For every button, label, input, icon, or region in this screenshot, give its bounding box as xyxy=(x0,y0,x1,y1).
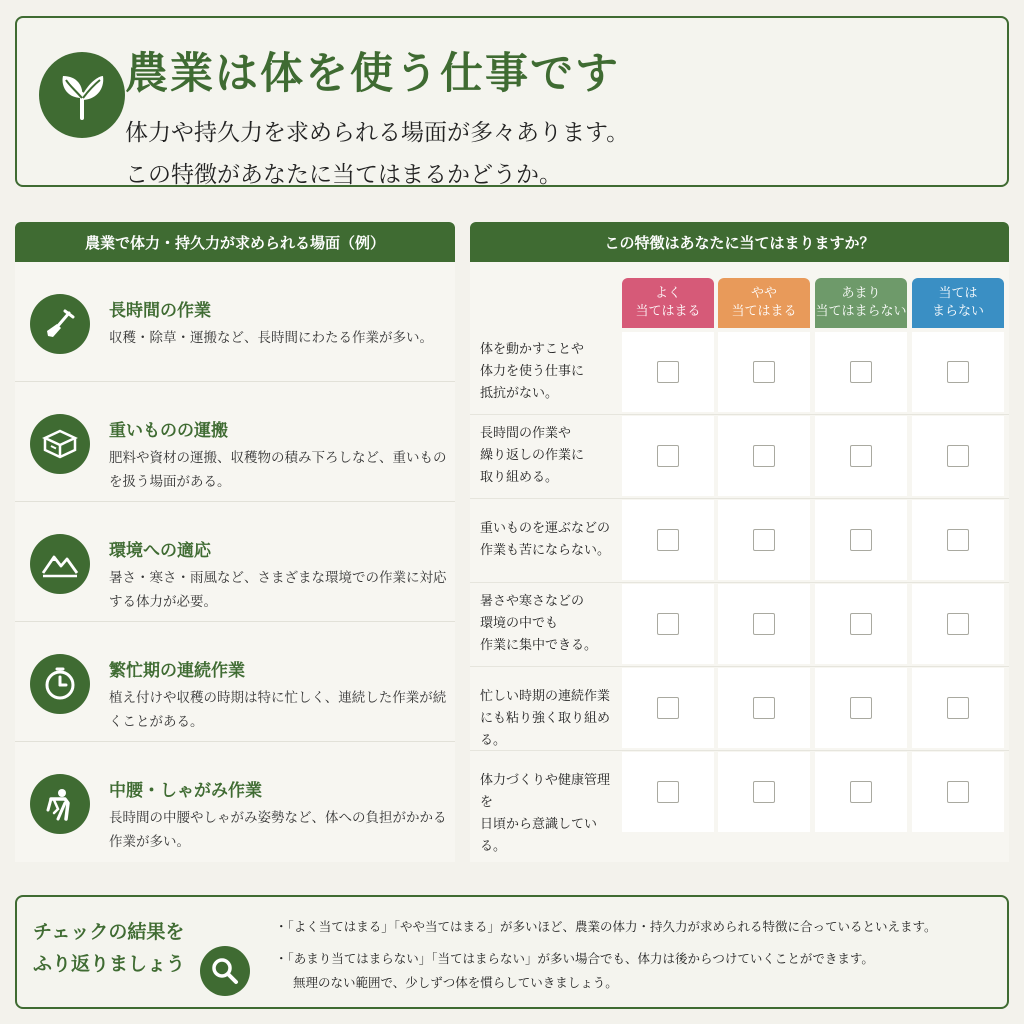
scene-item xyxy=(15,262,455,382)
bending-person-icon xyxy=(30,774,90,834)
row-divider xyxy=(470,750,1009,751)
answer-checkbox[interactable] xyxy=(753,445,775,467)
answer-cell xyxy=(815,752,907,832)
answer-checkbox[interactable] xyxy=(947,781,969,803)
scene-description: 暑さ・寒さ・雨風など、さまざまな環境での作業に対応する体力が必要。 xyxy=(109,570,447,610)
footer-title-line1: チェックの結果を xyxy=(33,921,185,943)
scene-description: 肥料や資材の運搬、収穫物の積み下ろしなど、重いものを扱う場面がある。 xyxy=(109,450,447,490)
row-divider xyxy=(470,582,1009,583)
footer-summary xyxy=(15,895,1009,1009)
answer-checkbox[interactable] xyxy=(947,529,969,551)
answer-cell xyxy=(912,668,1004,748)
answer-checkbox[interactable] xyxy=(753,613,775,635)
leaf-icon xyxy=(39,52,125,138)
answer-checkbox[interactable] xyxy=(947,697,969,719)
page-subtitle-1: 体力や持久力を求められる場面が多々あります。 xyxy=(125,120,630,146)
question-line: 体力を使う仕事に xyxy=(480,364,585,379)
header-banner xyxy=(15,16,1009,187)
question-label xyxy=(480,770,622,858)
answer-checkbox[interactable] xyxy=(657,361,679,383)
answer-checkbox[interactable] xyxy=(753,697,775,719)
page-subtitle-2: この特徴があなたに当てはまるかどうか。 xyxy=(125,162,562,188)
answer-cell xyxy=(622,584,714,664)
answer-cell xyxy=(912,584,1004,664)
question-label xyxy=(480,518,622,562)
question-line: 長時間の作業や xyxy=(480,426,572,441)
question-line: 重いものを運ぶなどの xyxy=(480,521,611,536)
question-line: 体力づくりや健康管理を xyxy=(480,773,611,810)
question-line: 体を動かすことや xyxy=(480,342,585,357)
scenes-panel xyxy=(15,222,455,862)
scene-title: 繁忙期の連続作業 xyxy=(109,661,245,681)
question-line: 抵抗がない。 xyxy=(480,386,559,401)
answer-checkbox[interactable] xyxy=(753,781,775,803)
checklist-heading: この特徴はあなたに当てはまりますか？ xyxy=(470,222,1009,262)
question-line: 繰り返しの作業に xyxy=(480,448,585,463)
answer-cell xyxy=(622,416,714,496)
answer-cell xyxy=(815,416,907,496)
scenes-heading: 農業で体力・持久力が求められる場面（例） xyxy=(15,222,455,262)
scene-description: 収穫・除草・運搬など、長時間にわたる作業が多い。 xyxy=(109,330,433,346)
footer-note-3: 無理のない範囲で、少しずつ体を慣らしていきましょう。 xyxy=(293,975,618,990)
answer-cell xyxy=(912,332,1004,412)
question-line: 作業も苦にならない。 xyxy=(480,543,611,558)
answer-cell xyxy=(912,416,1004,496)
answer-checkbox[interactable] xyxy=(657,445,679,467)
mountain-icon xyxy=(30,534,90,594)
answer-cell xyxy=(622,500,714,580)
answer-cell xyxy=(912,752,1004,832)
answer-cell xyxy=(622,752,714,832)
answer-checkbox[interactable] xyxy=(947,613,969,635)
row-divider xyxy=(470,666,1009,667)
answer-cell xyxy=(718,752,810,832)
clock-icon xyxy=(30,654,90,714)
column-header-somewhat-agree: やや 当てはまる xyxy=(718,278,810,328)
scene-description: 植え付けや収穫の時期は特に忙しく、連続した作業が続くことがある。 xyxy=(109,690,447,730)
shovel-icon xyxy=(30,294,90,354)
answer-checkbox[interactable] xyxy=(947,445,969,467)
answer-cell xyxy=(718,416,810,496)
answer-cell xyxy=(815,584,907,664)
column-header-strongly-agree: よく 当てはまる xyxy=(622,278,714,328)
question-line: 環境の中でも xyxy=(480,616,559,631)
footer-title-line2: ふり返りましょう xyxy=(33,953,186,975)
answer-cell xyxy=(622,668,714,748)
question-label xyxy=(480,423,622,489)
answer-cell xyxy=(622,332,714,412)
answer-cell xyxy=(815,332,907,412)
question-label xyxy=(480,591,622,657)
answer-checkbox[interactable] xyxy=(657,781,679,803)
scene-title: 環境への適応 xyxy=(109,541,211,561)
answer-cell xyxy=(718,584,810,664)
column-header-somewhat-disagree: あまり 当てはまらない xyxy=(815,278,907,328)
footer-note-2: ・「あまり当てはまらない」「当てはまらない」が多い場合でも、体力は後からつけていくことができます。 xyxy=(275,951,874,966)
answer-checkbox[interactable] xyxy=(657,697,679,719)
answer-checkbox[interactable] xyxy=(850,445,872,467)
question-line: 忙しい時期の連続作業 xyxy=(480,689,611,704)
scene-title: 重いものの運搬 xyxy=(109,421,228,441)
answer-checkbox[interactable] xyxy=(657,613,679,635)
page-title: 農業は体を使う仕事です xyxy=(125,49,620,99)
question-line: 暑さや寒さなどの xyxy=(480,594,585,609)
question-line: にも粘り強く取り組める。 xyxy=(480,711,611,748)
row-divider xyxy=(470,414,1009,415)
footer-note-1: ・「よく当てはまる」「やや当てはまる」が多いほど、農業の体力・持久力が求められる特徴に合っているといえます。 xyxy=(275,919,937,934)
scene-description: 長時間の中腰やしゃがみ姿勢など、体への負担がかかる作業が多い。 xyxy=(109,810,447,850)
answer-cell xyxy=(912,500,1004,580)
question-line: 日頃から意識している。 xyxy=(480,817,598,854)
box-icon xyxy=(30,414,90,474)
answer-checkbox[interactable] xyxy=(850,613,872,635)
answer-cell xyxy=(815,500,907,580)
answer-checkbox[interactable] xyxy=(850,781,872,803)
answer-checkbox[interactable] xyxy=(850,361,872,383)
scene-item xyxy=(15,622,455,742)
question-line: 作業に集中できる。 xyxy=(480,638,598,653)
question-label xyxy=(480,339,622,405)
scene-item xyxy=(15,502,455,622)
answer-checkbox[interactable] xyxy=(657,529,679,551)
question-label xyxy=(480,686,622,752)
scene-item xyxy=(15,382,455,502)
scene-title: 長時間の作業 xyxy=(109,301,211,321)
answer-cell xyxy=(718,500,810,580)
answer-cell xyxy=(718,668,810,748)
answer-cell xyxy=(718,332,810,412)
answer-checkbox[interactable] xyxy=(850,697,872,719)
scene-title: 中腰・しゃがみ作業 xyxy=(109,781,262,801)
answer-checkbox[interactable] xyxy=(753,529,775,551)
column-header-disagree: 当ては まらない xyxy=(912,278,1004,328)
scene-item xyxy=(15,742,455,862)
row-divider xyxy=(470,498,1009,499)
question-line: 取り組める。 xyxy=(480,470,559,485)
search-icon xyxy=(200,946,250,996)
answer-cell xyxy=(815,668,907,748)
answer-checkbox[interactable] xyxy=(947,361,969,383)
answer-checkbox[interactable] xyxy=(753,361,775,383)
answer-checkbox[interactable] xyxy=(850,529,872,551)
checklist-panel xyxy=(470,222,1009,862)
